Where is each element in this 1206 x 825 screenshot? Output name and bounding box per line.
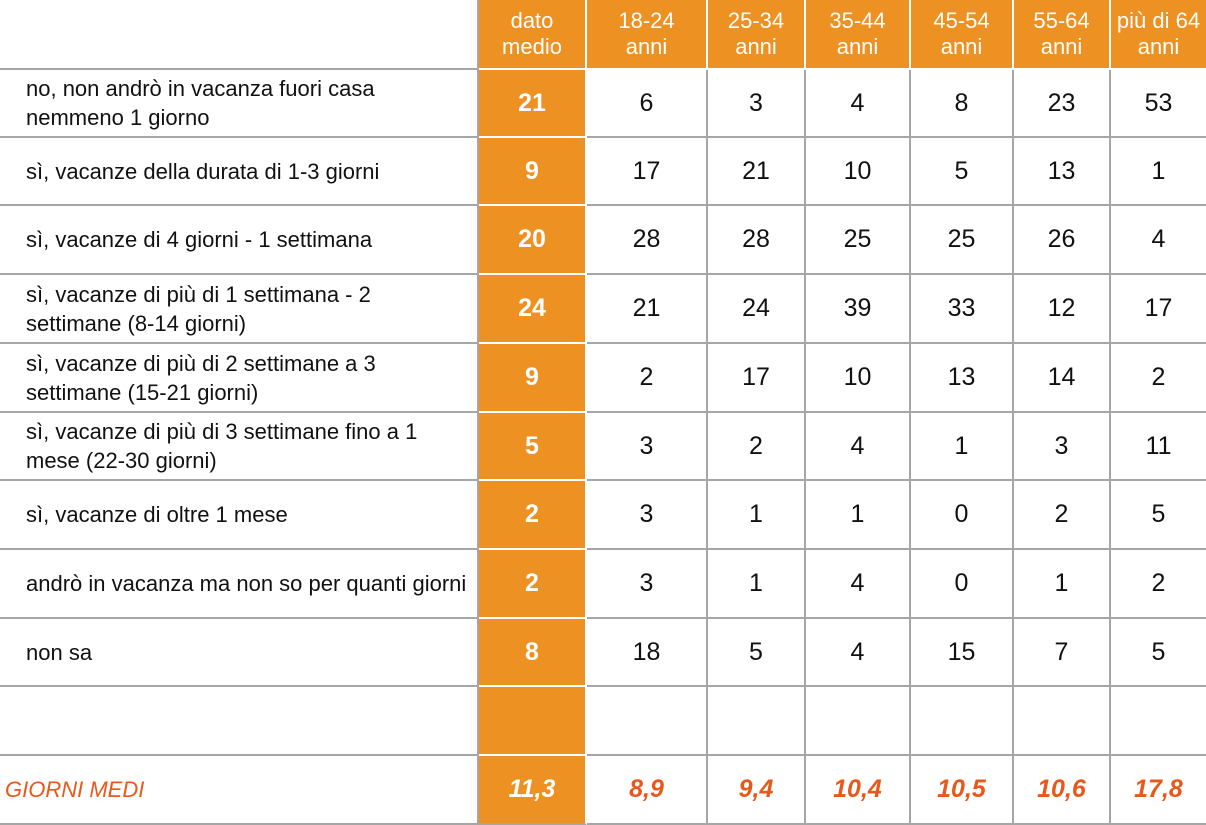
row-label: andrò in vacanza ma non so per quanti giorni [0, 550, 479, 619]
row-average-cell: 2 [479, 550, 587, 619]
table-cell: 17 [1111, 275, 1206, 344]
header-line2: anni [836, 34, 879, 59]
table-cell: 5 [911, 138, 1014, 206]
table-cell: 3 [708, 70, 806, 138]
table-cell: 3 [587, 413, 708, 481]
header-line1: 18-24 [618, 8, 675, 33]
row-label: sì, vacanze di oltre 1 mese [0, 481, 479, 550]
table-cell: 12 [1014, 275, 1111, 344]
row-label: sì, vacanze di 4 giorni - 1 settimana [0, 206, 479, 275]
header-line2: anni [1040, 34, 1083, 59]
row-average-cell: 20 [479, 206, 587, 275]
table-cell [708, 687, 806, 756]
table-cell: 7 [1014, 619, 1111, 687]
row-label: sì, vacanze di più di 2 settimane a 3 settimane (15-21 giorni) [0, 344, 479, 413]
row-average-cell: 5 [479, 413, 587, 481]
header-line1: 45-54 [933, 8, 990, 33]
table-cell [1014, 687, 1111, 756]
table-cell [911, 687, 1014, 756]
header-line2: medio [502, 34, 562, 59]
table-cell: 25 [806, 206, 911, 275]
row-average-cell: 9 [479, 344, 587, 413]
table-cell: 11 [1111, 413, 1206, 481]
table-cell: 6 [587, 70, 708, 138]
header-line1: 55-64 [1033, 8, 1090, 33]
header-18-24 [587, 0, 708, 70]
table-cell: 5 [1111, 481, 1206, 550]
table-cell: 3 [1014, 413, 1111, 481]
table-cell: 4 [806, 619, 911, 687]
row-label: sì, vacanze della durata di 1-3 giorni [0, 138, 479, 206]
table-cell: 4 [806, 70, 911, 138]
table-cell: 39 [806, 275, 911, 344]
header-over-64 [1111, 0, 1206, 70]
table-cell: 13 [1014, 138, 1111, 206]
row-label: non sa [0, 619, 479, 687]
header-line1: 35-44 [829, 8, 886, 33]
header-dato-medio [479, 0, 587, 70]
row-label: no, non andrò in vacanza fuori casa nemmeno 1 giorno [0, 70, 479, 138]
summary-cell: 10,5 [911, 756, 1014, 825]
table-cell: 0 [911, 550, 1014, 619]
table-cell: 28 [587, 206, 708, 275]
summary-cell: 10,4 [806, 756, 911, 825]
row-average-cell: 9 [479, 138, 587, 206]
table-cell: 10 [806, 138, 911, 206]
table-cell: 5 [1111, 619, 1206, 687]
table-cell: 21 [708, 138, 806, 206]
row-average-cell: 24 [479, 275, 587, 344]
summary-average-cell: 11,3 [479, 756, 587, 825]
row-label: sì, vacanze di più di 1 settimana - 2 settimane (8-14 giorni) [0, 275, 479, 344]
header-55-64 [1014, 0, 1111, 70]
summary-cell: 8,9 [587, 756, 708, 825]
table-cell: 2 [587, 344, 708, 413]
row-label [0, 687, 479, 756]
table-cell [806, 687, 911, 756]
header-line2: anni [940, 34, 983, 59]
table-cell: 3 [587, 550, 708, 619]
header-corner [0, 0, 479, 70]
table-cell: 24 [708, 275, 806, 344]
table-cell: 4 [806, 413, 911, 481]
table-cell: 3 [587, 481, 708, 550]
header-25-34 [708, 0, 806, 70]
table-cell: 4 [1111, 206, 1206, 275]
table-cell: 17 [708, 344, 806, 413]
table-cell: 8 [911, 70, 1014, 138]
summary-cell: 17,8 [1111, 756, 1206, 825]
table-cell: 23 [1014, 70, 1111, 138]
header-35-44 [806, 0, 911, 70]
row-average-cell: 21 [479, 70, 587, 138]
row-label: sì, vacanze di più di 3 settimane fino a 1 mese (22-30 giorni) [0, 413, 479, 481]
table-cell: 26 [1014, 206, 1111, 275]
table-cell: 1 [806, 481, 911, 550]
header-line2: anni [1137, 34, 1180, 59]
table-cell: 13 [911, 344, 1014, 413]
table-cell: 4 [806, 550, 911, 619]
table-cell: 15 [911, 619, 1014, 687]
table-cell: 1 [708, 550, 806, 619]
table-cell: 5 [708, 619, 806, 687]
table-cell: 25 [911, 206, 1014, 275]
table-cell: 53 [1111, 70, 1206, 138]
table-cell: 17 [587, 138, 708, 206]
header-line2: anni [625, 34, 668, 59]
table-cell: 21 [587, 275, 708, 344]
table-cell: 2 [708, 413, 806, 481]
table-cell: 2 [1111, 550, 1206, 619]
table-cell: 14 [1014, 344, 1111, 413]
row-average-cell [479, 687, 587, 756]
header-line1: dato [510, 8, 554, 33]
table-cell: 2 [1111, 344, 1206, 413]
table-cell [587, 687, 708, 756]
table-cell: 18 [587, 619, 708, 687]
summary-label: GIORNI MEDI [0, 756, 479, 825]
summary-cell: 9,4 [708, 756, 806, 825]
table-cell: 1 [1111, 138, 1206, 206]
table-cell: 1 [1014, 550, 1111, 619]
table-cell: 10 [806, 344, 911, 413]
table-cell: 28 [708, 206, 806, 275]
header-line1: più di 64 [1116, 8, 1201, 33]
header-45-54 [911, 0, 1014, 70]
table-cell: 1 [708, 481, 806, 550]
header-line1: 25-34 [727, 8, 785, 33]
row-average-cell: 8 [479, 619, 587, 687]
row-average-cell: 2 [479, 481, 587, 550]
table-cell: 0 [911, 481, 1014, 550]
table-cell [1111, 687, 1206, 756]
table-cell: 2 [1014, 481, 1111, 550]
summary-cell: 10,6 [1014, 756, 1111, 825]
table-cell: 1 [911, 413, 1014, 481]
table-cell: 33 [911, 275, 1014, 344]
header-line2: anni [735, 34, 777, 59]
